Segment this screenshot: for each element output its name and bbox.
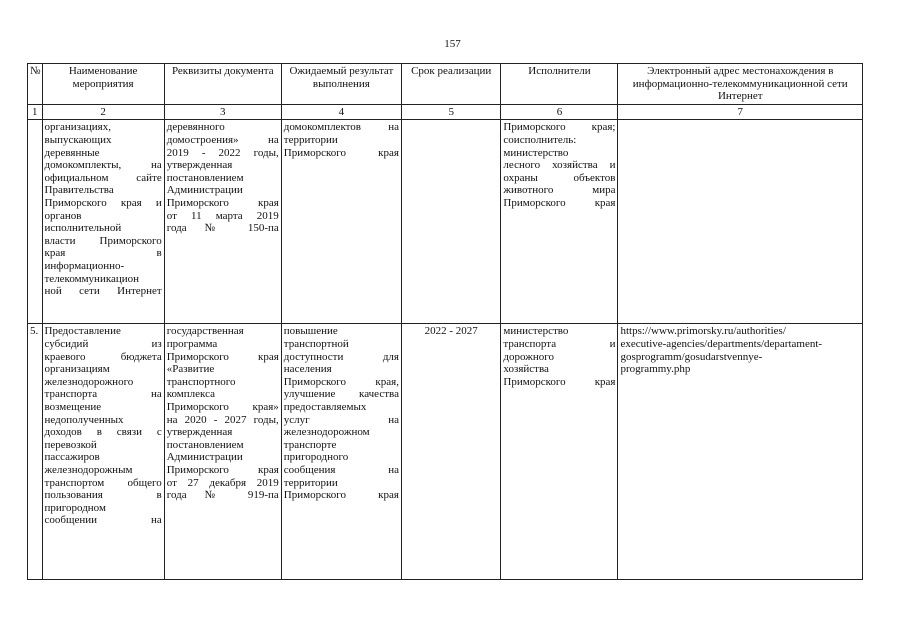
header-document: Реквизиты документа <box>164 64 281 105</box>
cell-text-line: программа <box>166 337 218 350</box>
cell-text-line: железнодорожном <box>283 426 370 439</box>
cell-text-line: охраны объектов <box>503 171 616 184</box>
cell-text-line: перевозкой <box>44 438 97 451</box>
cell-text-line: от 27 декабря 2019 <box>166 476 279 489</box>
column-number: 4 <box>281 104 401 120</box>
cell-text-line: Приморского края, <box>283 375 399 388</box>
cell-text-line: транспортной <box>283 337 349 350</box>
cell-text-line: лесного хозяйства и <box>503 159 616 172</box>
cell-text-line: Администрации <box>166 184 243 197</box>
cell-text-line: домокомплекты, на <box>44 159 162 172</box>
cell-text-line: доходов в связи с <box>44 426 162 439</box>
cell-number <box>28 120 43 324</box>
cell-text-line: деревянные <box>44 146 100 159</box>
cell-text-line: пассажиров <box>44 451 100 464</box>
cell-text-line: телекоммуникацион <box>44 272 140 285</box>
cell-result <box>281 120 401 324</box>
column-number-row <box>28 104 863 120</box>
cell-text-line: министерство <box>503 325 569 338</box>
header-name: Наименование мероприятия <box>42 64 164 105</box>
cell-text-line: доступности для <box>283 350 399 363</box>
header-result: Ожидаемый результат выполнения <box>281 64 401 105</box>
cell-text-line: организациям <box>44 363 110 376</box>
cell-text-line: утвержденная <box>166 426 233 439</box>
cell-text-line: услуг на <box>283 413 399 426</box>
cell-text-line: Администрации <box>166 451 243 464</box>
cell-text-line: пригородном <box>44 501 106 514</box>
cell-text-line: хозяйства <box>503 363 549 376</box>
cell-text-line: транспорта и <box>503 337 616 350</box>
cell-text-line: Приморского края <box>283 146 399 159</box>
cell-text-line: железнодорожным <box>44 463 133 476</box>
cell-text-line: от 11 марта 2019 <box>166 209 279 222</box>
cell-text-line: Приморского края <box>166 350 279 363</box>
cell-text-line: Приморского края; <box>503 121 616 134</box>
cell-text-line: Правительства <box>44 184 114 197</box>
cell-address <box>618 120 863 324</box>
cell-text-line: недополученных <box>44 413 124 426</box>
cell-text-line: Приморского края <box>283 489 399 502</box>
cell-result <box>281 324 401 580</box>
cell-text-line: Приморского края и <box>44 196 162 209</box>
column-number: 3 <box>164 104 281 120</box>
cell-text-line: дорожного <box>503 350 554 363</box>
cell-text-line: транспортом общего <box>44 476 162 489</box>
cell-term: 2022 - 2027 <box>401 324 500 580</box>
cell-name <box>42 120 164 324</box>
header-term: Срок реализации <box>401 64 500 105</box>
cell-text-line: повышение <box>283 325 338 338</box>
cell-text-line: предоставляемых <box>283 400 367 413</box>
cell-text-line: «Развитие <box>166 363 215 376</box>
cell-text-line: gosprogramm/gosudarstvennye- <box>620 350 763 363</box>
cell-text-line: пригородного <box>283 451 349 464</box>
cell-text-line: транспортного <box>166 375 236 388</box>
cell-text-line: programmy.php <box>620 363 691 376</box>
cell-text-line: краевого бюджета <box>44 350 162 363</box>
cell-text-line: территории <box>283 133 338 146</box>
cell-text-line: 2019 - 2022 годы, <box>166 146 279 159</box>
cell-text-line: Предоставление <box>44 325 121 338</box>
cell-text-line: домокомплектов на <box>283 121 399 134</box>
cell-text-line: пользования в <box>44 489 162 502</box>
table-row-5 <box>28 324 863 580</box>
cell-text-line: комплекса <box>166 388 215 401</box>
cell-text-line: сообщения на <box>283 463 399 476</box>
measures-table <box>27 63 863 580</box>
cell-term <box>401 120 500 324</box>
cell-document <box>164 324 281 580</box>
column-number: 6 <box>501 104 618 120</box>
cell-text-line: года № 150-па <box>166 222 279 235</box>
cell-text-line: года № 919-па <box>166 489 279 502</box>
cell-text-line: возмещение <box>44 400 102 413</box>
cell-text-line: Приморского края <box>503 196 616 209</box>
column-number: 5 <box>401 104 500 120</box>
cell-text-line: сообщении на <box>44 514 162 527</box>
column-number: 2 <box>42 104 164 120</box>
cell-text-line: Приморского края <box>503 375 616 388</box>
cell-text-line: исполнительной <box>44 222 122 235</box>
cell-text-line: улучшение качества <box>283 388 399 401</box>
cell-text-line: информационно- <box>44 259 125 272</box>
cell-address <box>618 324 863 580</box>
cell-text-line: государственная <box>166 325 244 338</box>
cell-document <box>164 120 281 324</box>
cell-text-line: транспорта на <box>44 388 162 401</box>
cell-text-line: Приморского края <box>166 196 279 209</box>
header-address: Электронный адрес местонахождения в информационно-телекоммуникационной сети Интернет <box>618 64 863 105</box>
cell-text-line: железнодорожного <box>44 375 134 388</box>
cell-text-line: органов <box>44 209 82 222</box>
cell-text-line: постановлением <box>166 438 244 451</box>
cell-text-line: министерство <box>503 146 569 159</box>
cell-text-line: официальном сайте <box>44 171 162 184</box>
header-number: № <box>28 64 43 105</box>
header-row <box>28 64 863 105</box>
cell-text-line: executive-agencies/departments/departament- <box>620 337 823 350</box>
cell-text-line: субсидий из <box>44 337 162 350</box>
cell-text-line: животного мира <box>503 184 616 197</box>
cell-text-line: постановлением <box>166 171 244 184</box>
table-row-continued <box>28 120 863 324</box>
cell-text-line: деревянного <box>166 121 225 134</box>
cell-text-line: https://www.primorsky.ru/authorities/ <box>620 325 786 338</box>
cell-text-line: домостроения» на <box>166 133 279 146</box>
column-number: 1 <box>28 104 43 120</box>
header-executors: Исполнители <box>501 64 618 105</box>
cell-text-line: ной сети Интернет <box>44 285 162 298</box>
cell-text-line: Приморского края» <box>166 400 279 413</box>
cell-text-line: власти Приморского <box>44 234 162 247</box>
cell-text-line: выпускающих <box>44 133 112 146</box>
column-number: 7 <box>618 104 863 120</box>
page-number: 157 <box>444 38 461 50</box>
cell-text-line: утвержденная <box>166 159 233 172</box>
cell-text-line: края в <box>44 247 162 260</box>
cell-text-line: соисполнитель: <box>503 133 577 146</box>
cell-name <box>42 324 164 580</box>
cell-text-line: транспорте <box>283 438 337 451</box>
cell-text-line: Приморского края <box>166 463 279 476</box>
cell-executors <box>501 120 618 324</box>
cell-executors <box>501 324 618 580</box>
cell-text-line: на 2020 - 2027 годы, <box>166 413 279 426</box>
cell-text-line: населения <box>283 363 332 376</box>
cell-number: 5. <box>28 324 43 580</box>
cell-text-line: территории <box>283 476 338 489</box>
cell-text-line: организациях, <box>44 121 111 134</box>
